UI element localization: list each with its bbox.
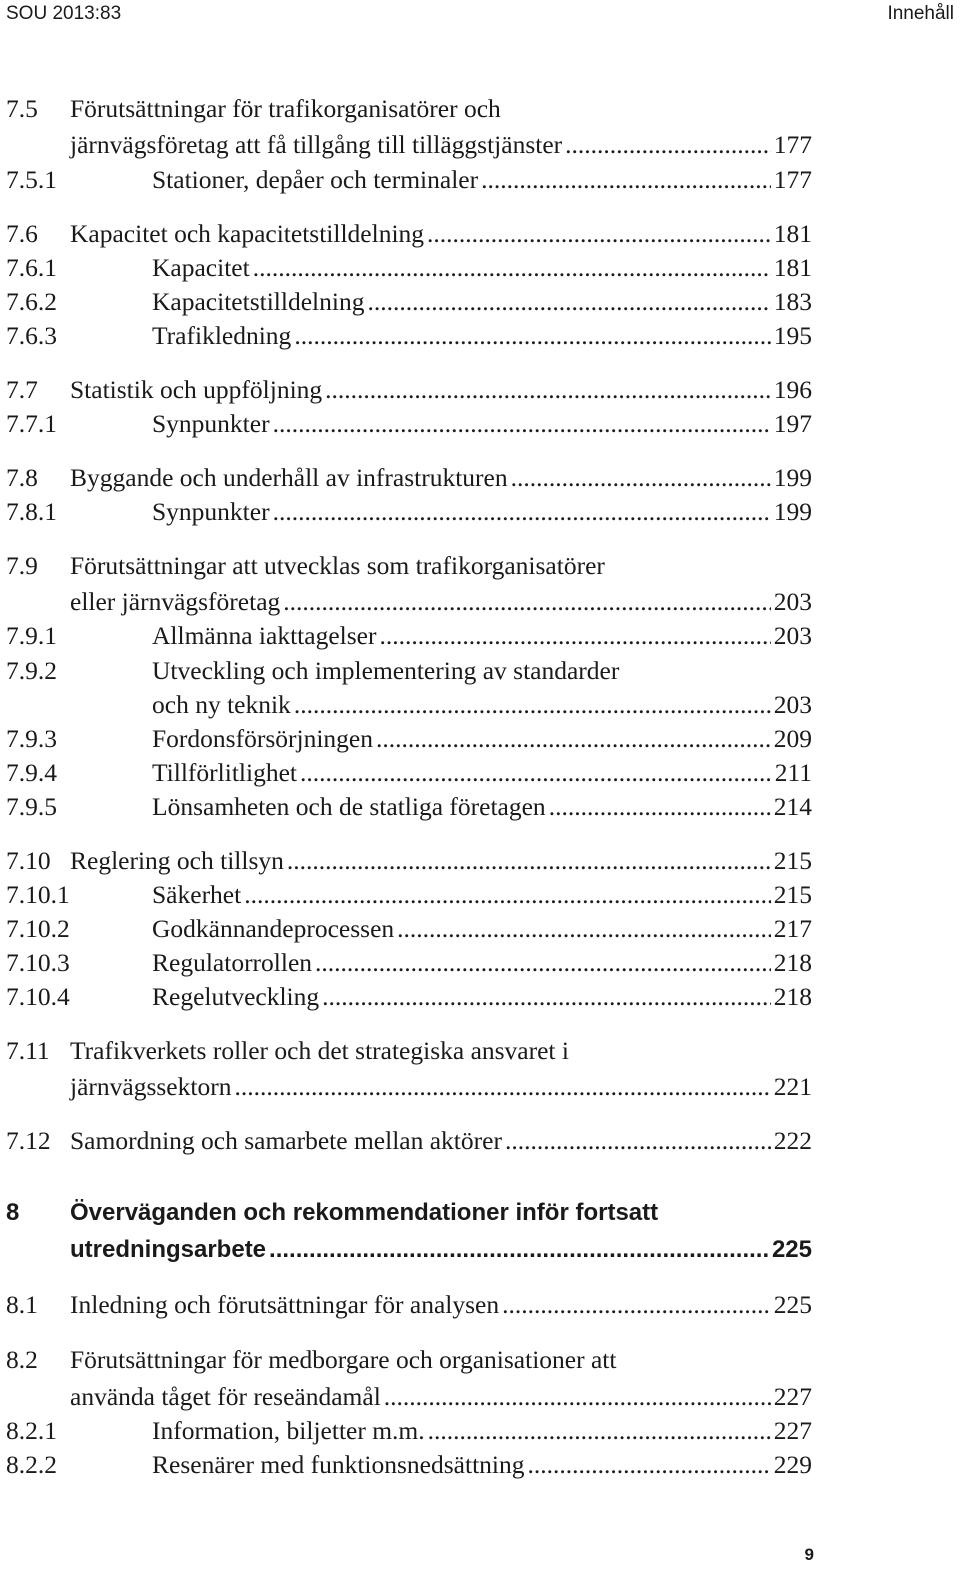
toc-entry-title-text: använda tåget för reseändamål — [70, 1382, 381, 1411]
toc-entry-number: 7.10.2 — [6, 914, 70, 943]
toc-entry-line — [0, 1414, 960, 1448]
toc-entry-line — [0, 407, 960, 441]
section-name: Innehåll — [887, 3, 954, 24]
toc-entry-number: 7.11 — [6, 1036, 50, 1065]
toc-entry-number: 8 — [6, 1199, 20, 1226]
toc-entry-title-text: Kapacitet — [152, 253, 250, 282]
dot-leader — [244, 878, 771, 912]
toc-entry-title-text: järnvägssektorn — [70, 1072, 232, 1101]
toc-entry-number: 8.1 — [6, 1290, 38, 1319]
toc-entry-page: 209 — [773, 724, 812, 753]
toc-entry-page: 227 — [773, 1416, 812, 1445]
toc-entry-line — [0, 1343, 960, 1377]
toc-entry-page: 181 — [773, 219, 812, 248]
toc-entry-title-text: Allmänna iakttagelser — [152, 621, 377, 650]
toc-entry-line — [0, 878, 960, 912]
toc-entry-title-text: Förutsättningar att utvecklas som trafikorganisatörer — [70, 551, 605, 580]
toc-entry-line — [0, 373, 960, 407]
toc-entry-page: 211 — [774, 758, 812, 787]
toc-entry-number: 7.10 — [6, 846, 51, 875]
dot-leader — [379, 619, 770, 653]
dot-leader — [367, 285, 770, 319]
toc-entry-number: 8.2 — [6, 1345, 38, 1374]
toc-entry-number: 8.2.2 — [6, 1450, 57, 1479]
toc-entry-line — [0, 549, 960, 583]
toc-entry-line — [0, 285, 960, 319]
toc-entry-title[interactable] — [152, 251, 812, 285]
toc-entry-page: 217 — [773, 914, 812, 943]
dot-leader — [294, 319, 770, 353]
toc-entry-number: 7.8.1 — [6, 497, 57, 526]
toc-entry-page: 199 — [773, 463, 812, 492]
dot-leader — [315, 946, 771, 980]
toc-entry-number: 7.8 — [6, 463, 38, 492]
dot-leader — [397, 912, 771, 946]
toc-entry-title-text: Lönsamheten och de statliga företagen — [152, 792, 546, 821]
toc-entry-line — [0, 217, 960, 251]
toc-entry-number: 7.9.1 — [6, 621, 57, 650]
report-id: SOU 2013:83 — [6, 3, 122, 24]
toc-entry-number: 7.6 — [6, 219, 38, 248]
toc-entry-title-text: utredningsarbete — [70, 1236, 267, 1263]
toc-entry-title-text: Stationer, depåer och terminaler — [152, 165, 479, 194]
toc-entry-line — [0, 461, 960, 495]
toc-entry-page: 222 — [773, 1126, 812, 1155]
dot-leader — [481, 163, 771, 197]
dot-leader — [273, 495, 771, 529]
dot-leader — [549, 790, 771, 824]
toc-entry-page: 199 — [773, 497, 812, 526]
dot-leader — [294, 688, 771, 722]
toc-entry-title[interactable] — [70, 844, 812, 878]
toc-entry-page: 197 — [773, 409, 812, 438]
toc-entry-page: 196 — [773, 375, 812, 404]
toc-entry-page: 214 — [773, 792, 812, 821]
toc-entry-page: 218 — [773, 982, 812, 1011]
toc-entry-title[interactable] — [152, 285, 812, 319]
dot-leader — [300, 756, 772, 790]
toc-entry-title-text: Inledning och förutsättningar för analysen — [70, 1290, 500, 1319]
toc-entry-title-text: och ny teknik — [152, 690, 291, 719]
toc-entry-page: 229 — [773, 1450, 812, 1479]
toc-entry-line — [0, 688, 960, 722]
toc-entry-title[interactable] — [152, 495, 812, 529]
toc-entry-page: 203 — [773, 621, 812, 650]
dot-leader — [427, 217, 771, 251]
dot-leader — [384, 1380, 771, 1414]
toc-entry-title-text: Statistik och uppföljning — [70, 375, 323, 404]
toc-entry-page: 183 — [773, 287, 812, 316]
toc-entry-title-text: Kapacitetstilldelning — [152, 287, 365, 316]
toc-entry-line — [0, 946, 960, 980]
dot-leader — [253, 251, 771, 285]
toc-entry-page: 225 — [773, 1290, 812, 1319]
toc-entry-page: 181 — [773, 253, 812, 282]
toc-entry-title[interactable] — [152, 878, 812, 912]
toc-entry-line — [0, 790, 960, 824]
toc-entry-number: 7.5 — [6, 94, 38, 123]
toc-entry-page: 218 — [773, 948, 812, 977]
dot-leader — [502, 1288, 771, 1322]
dot-leader — [234, 1070, 770, 1104]
toc-entry-title[interactable] — [70, 1124, 812, 1158]
toc-entry-title-text: Trafikledning — [152, 321, 292, 350]
toc-entry-number: 7.7 — [6, 375, 38, 404]
toc-entry-page: 215 — [773, 846, 812, 875]
toc-entry-line — [0, 1070, 960, 1104]
dot-leader — [565, 128, 771, 162]
toc-entry-line — [0, 654, 960, 688]
toc-entry-page: 203 — [773, 690, 812, 719]
toc-entry-title[interactable] — [70, 585, 812, 619]
page-number: 9 — [804, 1545, 814, 1564]
dot-leader — [325, 373, 771, 407]
toc-entry-title[interactable] — [152, 688, 812, 722]
dot-leader — [322, 980, 771, 1014]
toc-entry-title-text: Synpunkter — [152, 409, 270, 438]
toc-entry-number: 8.2.1 — [6, 1416, 57, 1445]
toc-entry-page: 225 — [771, 1236, 812, 1263]
toc-entry-line — [0, 619, 960, 653]
toc-entry-line — [0, 1288, 960, 1322]
toc-entry-line — [0, 844, 960, 878]
toc-entry-line — [0, 1233, 960, 1267]
toc-entry-line — [0, 722, 960, 756]
toc-entry-line — [0, 163, 960, 197]
toc-entry-title-text: Trafikverkets roller och det strategiska ansvaret i — [70, 1036, 569, 1065]
toc-entry-number: 7.9.4 — [6, 758, 57, 787]
toc-entry-title-text: järnvägsföretag att få tillgång till tilläggstjänster — [70, 130, 563, 159]
toc-entry-title-text: Byggande och underhåll av infrastrukturen — [70, 463, 508, 492]
toc-entry-title[interactable] — [70, 461, 812, 495]
toc-entry-line — [0, 912, 960, 946]
toc-entry-title[interactable] — [152, 790, 812, 824]
toc-entry-title-text: Resenärer med funktionsnedsättning — [152, 1450, 525, 1479]
toc-entry-title-text: eller järnvägsföretag — [70, 587, 281, 616]
dot-leader — [505, 1124, 771, 1158]
toc-entry-line — [0, 495, 960, 529]
toc-entry-title[interactable] — [70, 1380, 812, 1414]
toc-entry-title[interactable] — [70, 128, 812, 162]
toc-entry-line — [0, 128, 960, 162]
toc-entry-number: 7.9.2 — [6, 656, 57, 685]
toc-entry-title[interactable] — [152, 163, 812, 197]
dot-leader — [528, 1448, 771, 1482]
toc-entry-title[interactable] — [70, 217, 812, 251]
toc-entry-number: 7.10.3 — [6, 948, 70, 977]
toc-entry-number: 7.9.5 — [6, 792, 57, 821]
toc-entry-page: 227 — [773, 1382, 812, 1411]
toc-entry-title-text: Säkerhet — [152, 880, 242, 909]
dot-leader — [269, 1233, 769, 1267]
toc-entry-line — [0, 980, 960, 1014]
dot-leader — [283, 585, 770, 619]
toc-entry-page: 221 — [773, 1072, 812, 1101]
toc-entry-title[interactable] — [152, 756, 812, 790]
toc-entry-line — [0, 585, 960, 619]
dot-leader — [376, 722, 771, 756]
toc-entry-number: 7.6.1 — [6, 253, 57, 282]
toc-entry-page: 215 — [773, 880, 812, 909]
toc-entry-line — [0, 1448, 960, 1482]
toc-entry-line — [0, 1196, 960, 1230]
toc-entry-page: 177 — [773, 130, 812, 159]
toc-entry-title-text: Information, biljetter m.m. — [152, 1416, 425, 1445]
toc-entry-page: 177 — [773, 165, 812, 194]
toc-entry-title-text: Reglering och tillsyn — [70, 846, 284, 875]
toc-entry-number: 7.6.3 — [6, 321, 57, 350]
toc-entry-line — [0, 1380, 960, 1414]
toc-entry-title-text: Godkännandeprocessen — [152, 914, 395, 943]
toc-entry-line — [0, 92, 960, 126]
toc-entry-line — [0, 319, 960, 353]
toc-entry-title[interactable] — [152, 722, 812, 756]
toc-entry-number: 7.10.4 — [6, 982, 70, 1011]
toc-entry-title[interactable] — [70, 1288, 812, 1322]
toc-entry-number: 7.5.1 — [6, 165, 57, 194]
toc-entry-title-text: Samordning och samarbete mellan aktörer — [70, 1126, 502, 1155]
toc-entry-page: 195 — [773, 321, 812, 350]
toc-entry-title[interactable] — [152, 912, 812, 946]
dot-leader — [511, 461, 771, 495]
toc-entry-title[interactable] — [70, 1070, 812, 1104]
dot-leader — [287, 844, 771, 878]
toc-entry-number: 7.10.1 — [6, 880, 70, 909]
toc-entry-line — [0, 756, 960, 790]
toc-entry-title-text: Utveckling och implementering av standarder — [152, 656, 620, 685]
toc-entry-line — [0, 251, 960, 285]
toc-entry-title[interactable] — [152, 619, 812, 653]
toc-entry-title-text: Överväganden och rekommendationer inför fortsatt — [70, 1199, 659, 1226]
toc-entry-title[interactable] — [152, 946, 812, 980]
toc-entry-title[interactable] — [152, 1414, 812, 1448]
toc-entry-number: 7.6.2 — [6, 287, 57, 316]
toc-entry-number: 7.7.1 — [6, 409, 57, 438]
toc-entry-number: 7.9.3 — [6, 724, 57, 753]
toc-entry-title[interactable] — [152, 319, 812, 353]
toc-entry-line — [0, 1034, 960, 1068]
toc-entry-title-text: Kapacitet och kapacitetstilldelning — [70, 219, 425, 248]
toc-entry-title-text: Förutsättningar för medborgare och organisationer att — [70, 1345, 617, 1374]
toc-entry-number: 7.12 — [6, 1126, 51, 1155]
toc-entry-title-text: Regelutveckling — [152, 982, 320, 1011]
toc-entry-title-text: Tillförlitlighet — [152, 758, 297, 787]
toc-entry-title[interactable] — [152, 407, 812, 441]
toc-entry-line — [0, 1124, 960, 1158]
dot-leader — [428, 1414, 771, 1448]
toc-entry-page: 203 — [773, 587, 812, 616]
toc-entry-number: 7.9 — [6, 551, 38, 580]
toc-entry-title-text: Synpunkter — [152, 497, 270, 526]
running-header — [0, 0, 960, 30]
toc-entry-title-text: Regulatorrollen — [152, 948, 313, 977]
toc-entry-title[interactable] — [70, 1233, 812, 1267]
toc-entry-title-text: Förutsättningar för trafikorganisatörer och — [70, 94, 501, 123]
toc-entry-title[interactable] — [152, 980, 812, 1014]
toc-entry-title-text: Fordonsförsörjningen — [152, 724, 373, 753]
dot-leader — [273, 407, 771, 441]
toc-entry-title[interactable] — [70, 373, 812, 407]
toc-entry-title[interactable] — [152, 1448, 812, 1482]
